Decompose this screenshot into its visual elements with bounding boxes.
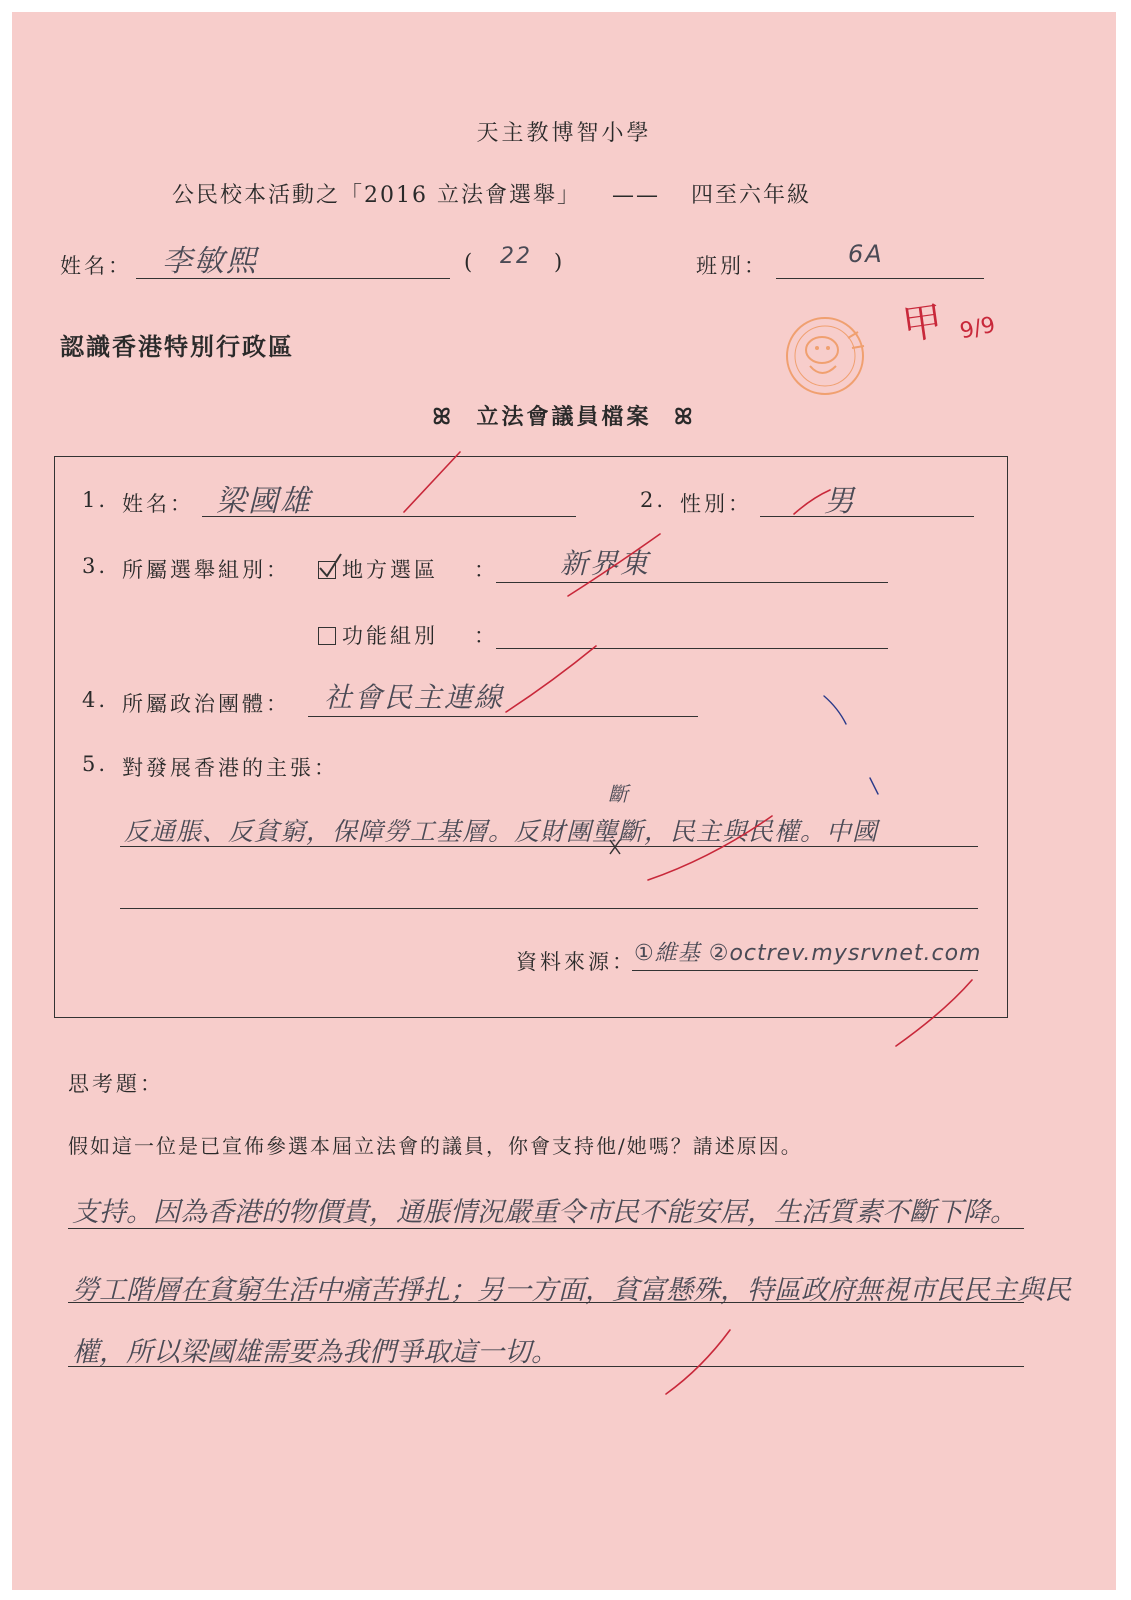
insert-caret-icon xyxy=(610,840,620,854)
q1-number: 1. xyxy=(82,488,109,512)
grade-date: 9/9 xyxy=(957,312,998,345)
q3-district-value: 新界東 xyxy=(560,547,651,580)
q5-label: 對發展香港的主張： xyxy=(122,756,338,780)
q5-number: 5. xyxy=(82,752,109,776)
tick-mark xyxy=(404,452,460,512)
q3-number: 3. xyxy=(82,554,109,578)
q1-value: 梁國雄 xyxy=(216,484,312,519)
worksheet-page xyxy=(12,12,1116,1590)
q4-value: 社會民主連線 xyxy=(324,681,505,714)
tick-mark xyxy=(568,534,660,596)
q1-label: 姓名： xyxy=(122,492,194,516)
q3-option-district-colon: ： xyxy=(474,558,498,582)
tick-mark xyxy=(648,816,772,880)
q2-value: 男 xyxy=(824,484,856,519)
answer-line-2: 勞工階層在貧窮生活中痛苦掙扎；另一方面，貧富懸殊，特區政府無視市民民主與民 xyxy=(72,1275,1071,1306)
q2-number: 2. xyxy=(640,488,667,512)
title-dash: —— xyxy=(611,183,660,208)
class-label: 班別： xyxy=(696,254,768,278)
tick-mark xyxy=(666,1330,730,1394)
tick-mark xyxy=(506,646,596,712)
tick-mark xyxy=(794,490,830,514)
pen-mark xyxy=(824,696,846,724)
school-name: 天主教博智小學 xyxy=(476,121,652,146)
section-title: 認識香港特別行政區 xyxy=(60,332,294,361)
q3-option-functional-label: 功能組別 xyxy=(342,624,438,648)
class-value: 6A xyxy=(848,240,884,268)
pen-mark xyxy=(870,778,878,794)
source-label: 資料來源： xyxy=(516,950,636,974)
grade-mark: 甲 xyxy=(899,298,946,350)
q5-insert-value: 斷 xyxy=(608,782,630,806)
q2-label: 性別： xyxy=(680,492,752,516)
ornament-right-icon: ꕤ xyxy=(674,404,696,430)
q3-option-functional-colon: ： xyxy=(474,624,498,648)
q4-label: 所屬政治團體： xyxy=(122,692,290,716)
student-name-label: 姓名： xyxy=(60,254,132,278)
paren-close: ) xyxy=(554,250,566,274)
student-name-value: 李敏熙 xyxy=(162,244,258,279)
tick-mark xyxy=(896,980,972,1046)
activity-title-text: 公民校本活動之「2016 立法會選舉」 xyxy=(172,183,581,208)
answer-line-1: 支持。因為香港的物價貴，通脹情況嚴重令市民不能安居，生活質素不斷下降。 xyxy=(72,1197,1017,1228)
student-number-value: 22 xyxy=(500,244,532,269)
reflection-question: 假如這一位是已宣佈參選本屆立法會的議員，你會支持他/她嗎？請述原因。 xyxy=(68,1134,803,1158)
reflection-label: 思考題： xyxy=(68,1072,164,1096)
answer-line-3: 權，所以梁國雄需要為我們爭取這一切。 xyxy=(72,1337,558,1368)
paren-open: ( xyxy=(464,250,476,274)
profile-heading-text: 立法會議員檔案 xyxy=(476,404,652,430)
source-value: ①維基 ②octrev.mysrvnet.com xyxy=(634,941,982,966)
q3-label: 所屬選舉組別： xyxy=(122,558,290,582)
q4-number: 4. xyxy=(82,688,109,712)
q3-option-district-label: 地方選區 xyxy=(342,558,438,582)
ornament-left-icon: ꕤ xyxy=(432,404,454,430)
teacher-tick-marks xyxy=(12,12,1116,1590)
grade-level: 四至六年級 xyxy=(690,183,811,208)
q5-value: 反通脹、反貧窮，保障勞工基層。反財團壟斷，民主與民權。中國 xyxy=(124,817,879,846)
